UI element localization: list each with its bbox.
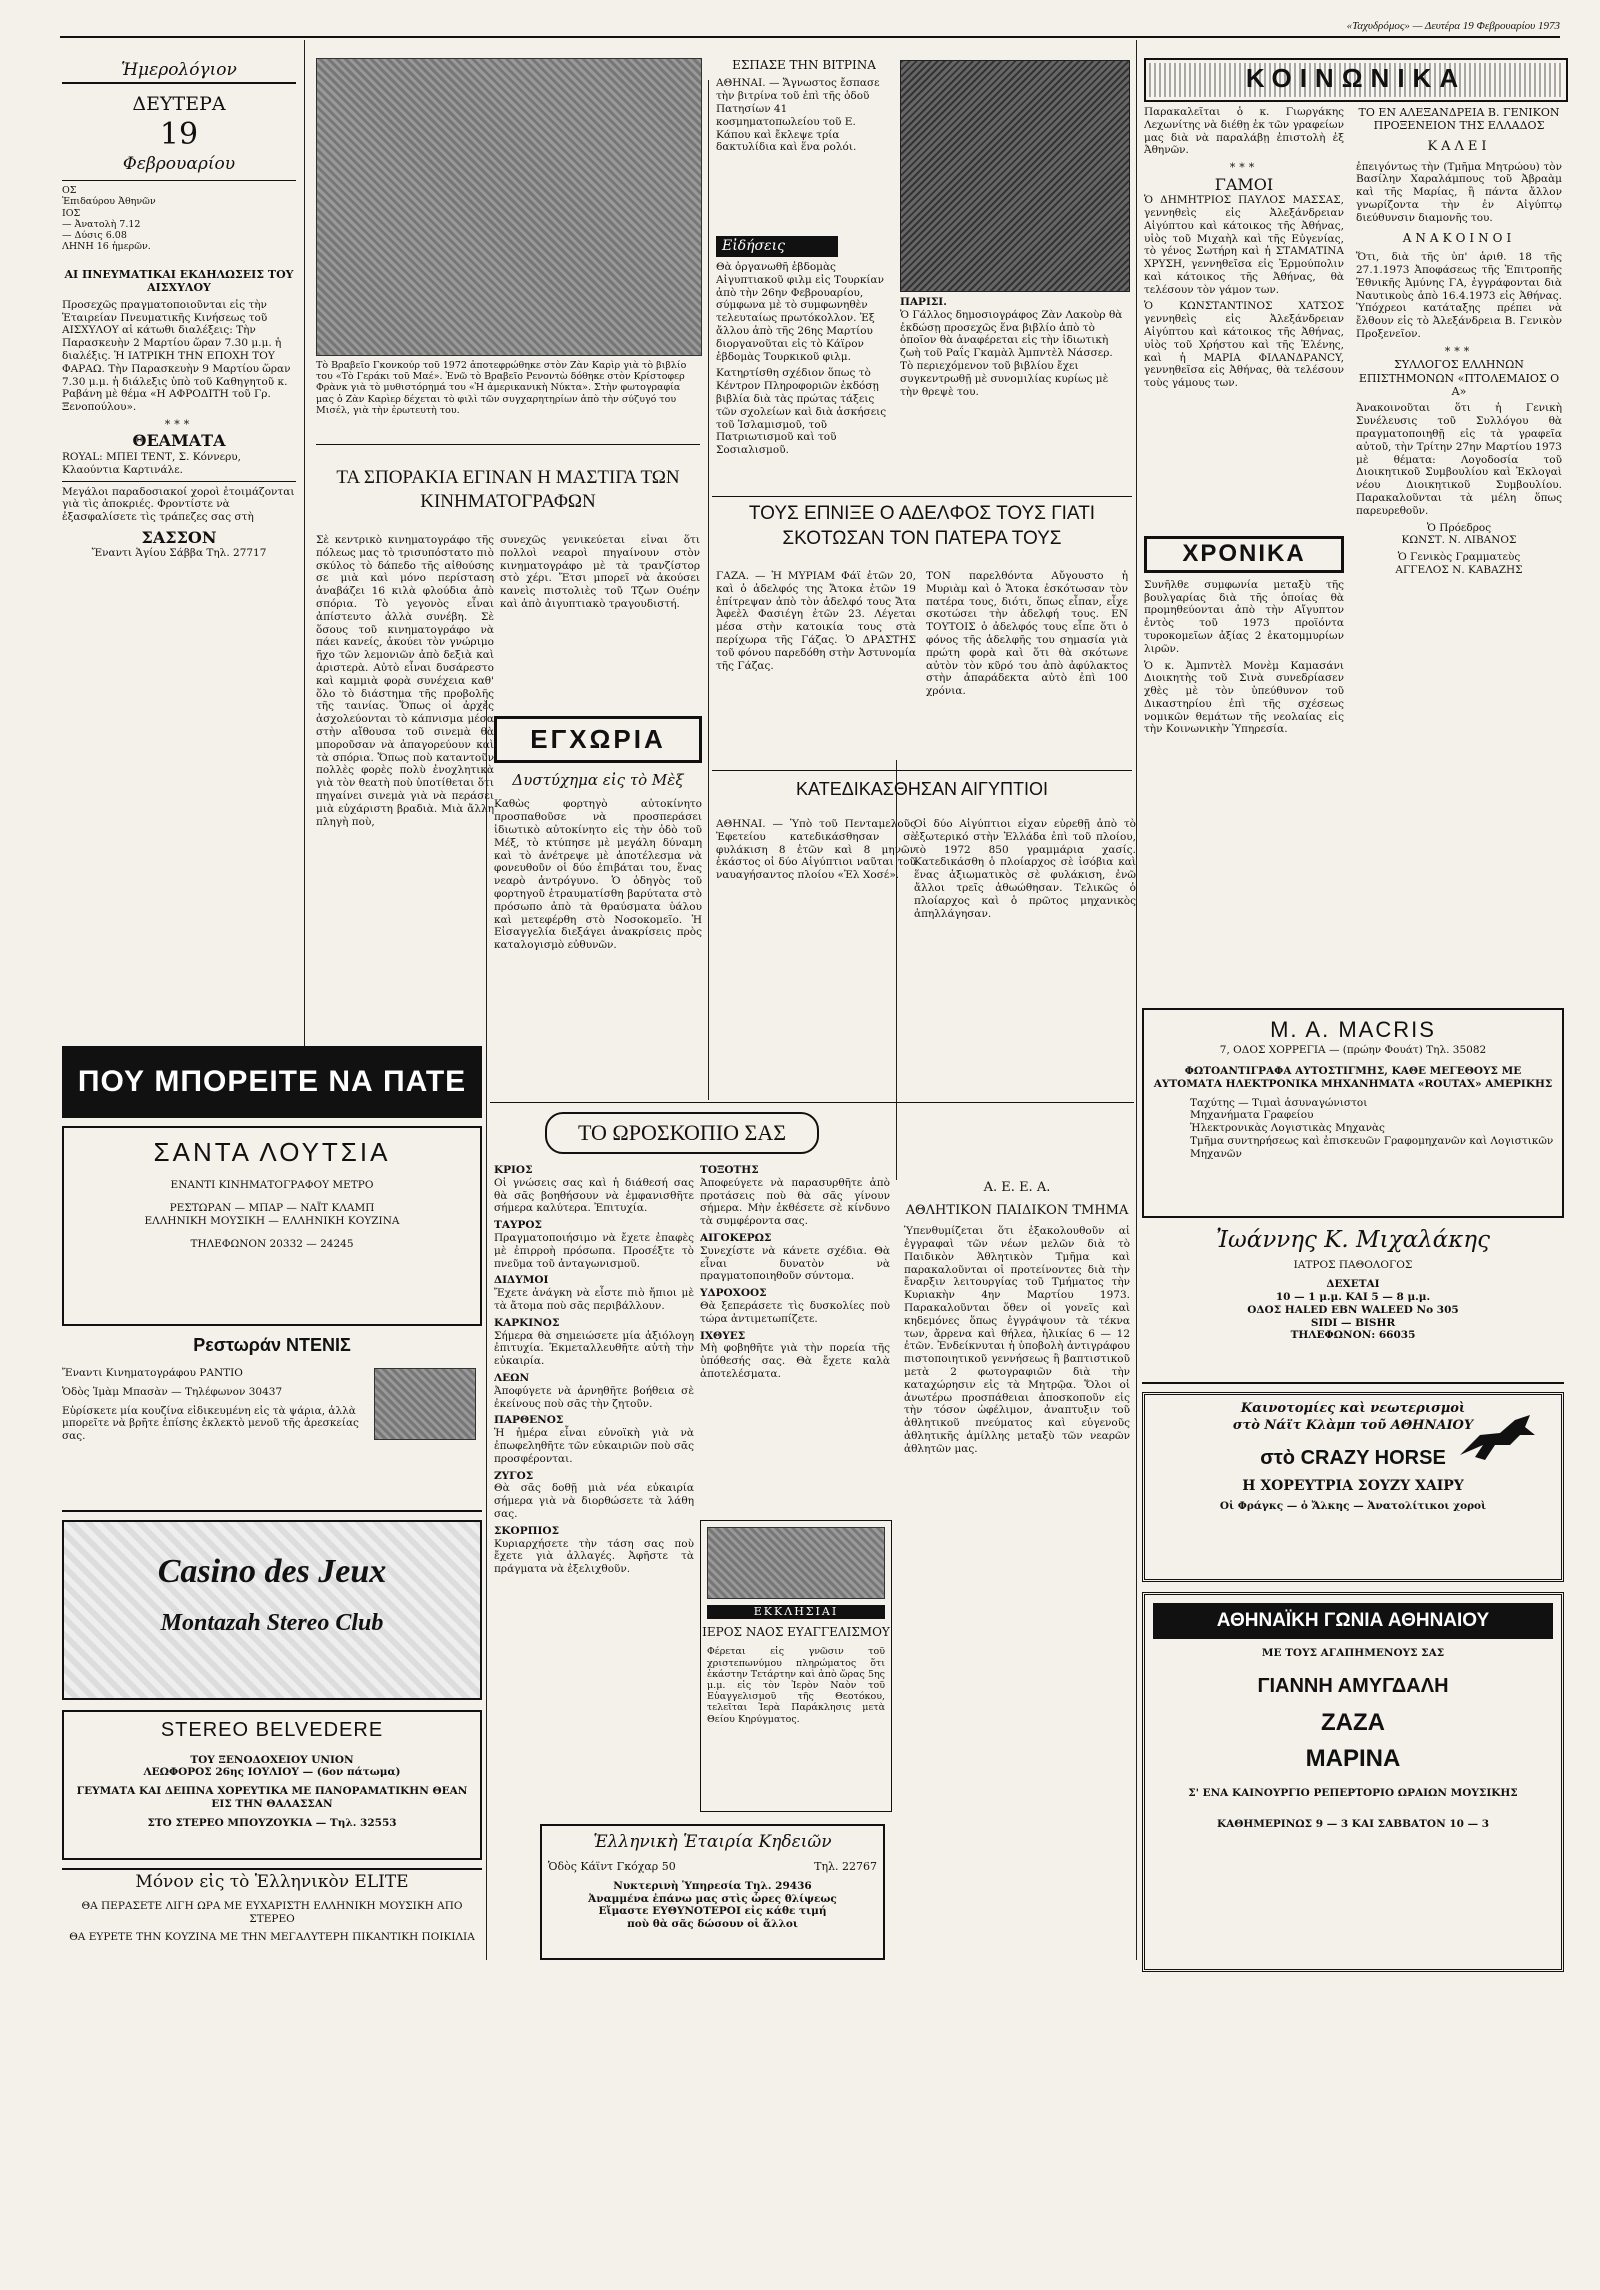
- doctor-line: ΤΗΛΕΦΩΝΟΝ: 66035: [1290, 1329, 1416, 1342]
- katadikasthisan-title: ΚΑΤΕΔΙΚΑΣΘΗΣΑΝ ΑΙΓΥΠΤΙΟΙ: [796, 779, 1048, 799]
- theatre-body: ROYAL: ΜΠΕΙ ΤΕΝΤ, Σ. Κόννερυ, Κλαούντια Καρτινάλε.: [62, 450, 242, 476]
- doctor-title: ΙΑΤΡΟΣ ΠΑΘΟΛΟΓΟΣ: [1293, 1259, 1413, 1272]
- doctor-line: SIDI — BISHR: [1310, 1316, 1396, 1329]
- signature-name: ΚΩΝΣΤ. Ν. ΛΙΒΑΝΟΣ: [1401, 534, 1517, 547]
- belvedere-line: ΤΟΥ ΞΕΝΟΔΟΧΕΙΟΥ UNION: [190, 1753, 354, 1766]
- aeea-body: Ὑπενθυμίζεται ὅτι ἐξακολουθοῦν αἱ ἐγγραφαὶ τῶν νέων μελῶν διὰ τὸ Παιδικὸν Ἀθλητικὸν Τμῆμα καὶ παρακαλοῦνται οἱ προτείνοντες διὰ τὴν ἔναρξιν λειτουργίας τοῦ Τμήματος τὴν Κυριακὴν 4ην Μαρτίου 1973. Παρακαλοῦνται ὅθεν οἱ γονεῖς καὶ κηδεμόνες ὅπως ἐγγράψουν τὰ τέκνα των, ἄρρενα καὶ θήλεα, ἡλικίας 6 — 12 ἐτῶν. Ἐνδείκνυται ἡ ὑποβολὴ ἀντιγράφου πιστοποιητικοῦ γεννήσεως ἢ βαπτιστικοῦ μετὰ 2 φωτογραφιῶν διὰ τὴν καταχώρησιν εἰς τὰ Μητρῷα. Ὅλοι οἱ ἀνωτέρω προσπάθειαι ἀποσκοποῦν εἰς τὴν τόσον ὠφέλιμον, ἀναπτυξιν τοῦ ἀθλητικοῦ πνεύματος καὶ εὐγενοῦς ἀθλητικῆς ἁμίλλης μεταξὺ τῶν νεαρῶν ἀθλητῶν μας.: [904, 1225, 1130, 1455]
- espase-section: [716, 58, 892, 228]
- church-box: [700, 1520, 892, 1812]
- column-rule: [304, 40, 305, 1060]
- calendar-month: Φεβρουαρίου: [62, 154, 296, 181]
- horoscope-title: ΤΟ ΩΡΟΣΚΟΠΙΟ ΣΑΣ: [545, 1112, 819, 1154]
- athinaiki-line: ΜΕ ΤΟΥΣ ΑΓΑΠΗΜΕΝΟΥΣ ΣΑΣ: [1261, 1647, 1445, 1660]
- koinonika-title: ΚΟΙΝΩΝΙΚΑ: [1245, 63, 1467, 93]
- funeral-ad: [540, 1824, 885, 1960]
- kalei-title: ΚΑΛΕΙ: [1427, 138, 1491, 154]
- belvedere-line: ΓΕΥΜΑΤΑ ΚΑΙ ΔΕΙΠΝΑ ΧΟΡΕΥΤΙΚΑ ΜΕ ΠΑΝΟΡΑΜΑΤΙΚΗΝ ΘΕΑΝ ΕΙΣ ΤΗΝ ΘΑΛΑΣΣΑΝ: [76, 1785, 468, 1810]
- zodiac-text: Ἡ ἡμέρα εἶναι εὐνοϊκὴ γιὰ νὰ ἐπωφεληθῆτε τῶν εὐκαιριῶν ποὺ σᾶς προσφέρονται.: [494, 1427, 694, 1465]
- pou-banner: ΠΟΥ ΜΠΟΡΕΙΤΕ ΝΑ ΠΑΤΕ: [62, 1046, 482, 1118]
- xronika-item: Ὁ κ. Ἀμπντὲλ Μονὲμ Καμασάνι Διοικητὴς τοῦ Σινὰ συνεδρίασεν χθὲς μὲ τὸν ὑπεύθυνον τοῦ Δικαστηρίου ἐπὶ τῆς σχέσεως νομικῶν θεμάτων τῆς νεολαίας εἰς τὴν Κοινωνικὴν Ὑπηρεσία.: [1144, 659, 1344, 736]
- kalei-body: ἐπειγόντως τὴν (Τμῆμα Μητρώου) τὸν Βασίλην Χαραλάμπους τοῦ Ἀβραὰμ καὶ τῆς Μαρίας, ἢ πάντα ἄλλον γνωρίζοντα τὴν ἐν Αἰγύπτῳ διεύθυνσιν διαμονῆς του.: [1356, 160, 1562, 224]
- epnixe-col1: ΓΑΖΑ. — Ἡ ΜΥΡΙΑΜ Φάϊ ἐτῶν 20, καὶ ὁ ἀδελφός της Ἄτοκα ἐτῶν 19 ἐπίτρεψαν ἀπὸ τὸν ἀδελφό τους Ἄτα Ἀφεὲλ Φασιέγη ἐτῶν 23. Λέγεται μέσα στὴν κατοικία τους στὰ περίχωρα τῆς Γάζας. Ὁ ΔΡΑΣΤΗΣ τοῦ φόνου παρεδόθη στὴν Ἀστυνομία τῆς Γάζας.: [716, 570, 916, 672]
- athinaiki-line: Σ' ΕΝΑ ΚΑΙΝΟΥΡΓΙΟ ΡΕΠΕΡΤΟΡΙΟ ΩΡΑΙΩΝ ΜΟΥΣΙΚΗΣ: [1188, 1787, 1518, 1800]
- horse-icon: [1455, 1405, 1545, 1465]
- belvedere-ad: [62, 1710, 482, 1860]
- funeral-line: Ἀναμμένα ἐπάνω μας στὶς ὧρες θλίψεως: [588, 1892, 837, 1905]
- macris-address: 7, ΟΔΟΣ ΧΟΡΡΕΓΙΑ — (πρώην Φουάτ) Τηλ. 35082: [1219, 1044, 1487, 1057]
- sporakia-col2: συνεχῶς γενικεύεται εἶναι ὅτι πολλοὶ νεαροὶ πηγαίνουν στὸν κινηματογράφο μὲ τὰ τρανζίστορ στὸ χέρι. Ἔτσι μπορεῖ νὰ ἀκούσει κανεὶς πιστολιὲς τοῦ Τζων Ουέην καὶ ἀπὸ ἀιγυπτιακὸ τραγουδιστή.: [500, 534, 700, 610]
- zodiac-text: Ἀποφεύγετε νὰ παρασυρθῆτε ἀπὸ προτάσεις ποὺ θὰ σᾶς γίνουν σήμερα. Μὴν ἐκθέσετε σὲ κίνδυνο τὰ συμφέροντα σας.: [700, 1176, 890, 1228]
- koinonika-banner: [1144, 58, 1568, 102]
- athinaiki-title: ΑΘΗΝΑΪΚΗ ΓΩΝΙΑ ΑΘΗΝΑΙΟΥ: [1153, 1603, 1553, 1639]
- espase-body: ΑΘΗΝΑΙ. — Ἄγνωστος ἔσπασε τὴν βιτρίνα τοῦ ἐπὶ τῆς ὁδοῦ Πατησίων 41 κοσμηματοπωλείου τοῦ Ε. Κάπου καὶ ἔκλεψε τρία δακτυλίδια καὶ ἕνα ρολόι.: [716, 77, 880, 154]
- zodiac-sign: ΙΧΘΥΕΣ: [700, 1329, 746, 1342]
- left-column: [62, 268, 296, 768]
- zodiac-text: Θὰ ξεπεράσετε τὶς δυσκολίες ποὺ τώρα ἀντιμετωπίζετε.: [700, 1299, 890, 1325]
- santa-line: ΕΛΛΗΝΙΚΗ ΜΟΥΣΙΚΗ — ΕΛΛΗΝΙΚΗ ΚΟΥΖΙΝΑ: [144, 1214, 400, 1227]
- athinaiki-ad: [1142, 1592, 1564, 1972]
- nteni-line: Ἔναντι Κινηματογράφου ΡΑΝΤΙΟ: [62, 1367, 243, 1380]
- zodiac-sign: ΥΔΡΟΧΟΟΣ: [700, 1287, 767, 1300]
- sasson-title: ΣΑΣΣΟΝ: [141, 527, 217, 547]
- koinonika-intro: Παρακαλεῖται ὁ κ. Γιωργάκης Λεχωνίτης νὰ διέθῃ ἐκ τῶν γραφείων μας διὰ νὰ παραλάβῃ ἐπιστολὴ ἐξ Ἀθηνῶν.: [1144, 106, 1344, 157]
- anakoinoi-body: Ὅτι, διὰ τῆς ὑπ' ἀριθ. 18 τῆς 27.1.1973 Ἀποφάσεως τῆς Ἐπιτροπῆς Ἐθνικῆς Ἀμύνης ΓΑ, ἐγγράφονται διὰ Ναυτικοὺς ἀπὸ 16.4.1973 εἰς Ἀθήνας. Ὑπόχρεοι κατάταξης πρέπει νὰ ἔλθουν εἰς τὸ Ἀλεξάνδρεια Β. Γενικὸν Προξενεῖον.: [1356, 251, 1562, 341]
- parisi-section: [900, 296, 1128, 476]
- funeral-line: Νυκτερινὴ Ὑπηρεσία Τηλ. 29436: [613, 1879, 812, 1892]
- zodiac-text: Κυριαρχήσετε τὴν τάση σας ποὺ ἔχετε γιὰ ἀλλαγές. Ἀφῆστε τὰ πράγματα νὰ ἐξελιχθοῦν.: [494, 1537, 694, 1576]
- zodiac-text: Μὴ φοβηθῆτε γιὰ τὴν πορεία τῆς ὑπόθεσής σας. Θὰ ἔχετε καλὰ ἀποτελέσματα.: [700, 1342, 890, 1380]
- funeral-address: Ὁδὸς Κάϊντ Γκόχαρ 50: [548, 1859, 676, 1873]
- syllogos-title: ΣΥΛΛΟΓΟΣ ΕΛΛΗΝΩΝ ΕΠΙΣΤΗΜΟΝΩΝ «ΠΤΟΛΕΜΑΙΟΣ Ο Α»: [1358, 358, 1560, 399]
- zodiac-sign: ΠΑΡΘΕΝΟΣ: [494, 1414, 564, 1427]
- zodiac-text: Πραγματοποιήσιμο νὰ ἔχετε ἐπαφὲς μὲ ἐπιρροὴ πρόσωπα. Προσέξτε τὸ πνεῦμα τοῦ ἀνταγωνισμοῦ.: [494, 1231, 694, 1270]
- epnixe-title: ΤΟΥΣ ΕΠΝΙΞΕ Ο ΑΔΕΛΦΟΣ ΤΟΥΣ ΓΙΑΤΙ ΣΚΟΤΩΣΑΝ ΤΟΝ ΠΑΤΕΡΑ ΤΟΥΣ: [748, 503, 1096, 549]
- church-title: ΙΕΡΟΣ ΝΑΟΣ ΕΥΑΓΓΕΛΙΣΜΟΥ: [702, 1625, 890, 1640]
- crazy-line: Η ΧΟΡΕΥΤΡΙΑ ΣΟΥΖΥ ΧΑΙΡΥ: [1242, 1477, 1464, 1494]
- syllogos-body: Ἀνακοινοῦται ὅτι ἡ Γενικὴ Συνέλευσις τοῦ Συλλόγου θὰ πραγματοποιηθῇ εἰς τὰ γραφεῖα αὐτοῦ, τὴν Τρίτην 27ην Μαρτίου 1973 μὲ θέματα: Λογοδοσία τοῦ Διοικητικοῦ Συμβουλίου καὶ Ἐκλογαὶ νέου Διοικητικοῦ Συμβουλίου. Παρακαλοῦνται τὰ μέλη ὅπως παρευρεθοῦν.: [1356, 402, 1562, 517]
- zodiac-text: Οἱ γνώσεις σας καὶ ἡ διάθεσή σας θὰ σᾶς βοηθήσουν νὰ ἐμφανισθῆτε σήμερα καλύτερα. Ἐπιτυχία.: [494, 1176, 694, 1215]
- calendar-line: ΛΗΝΗ 16 ἡμερῶν.: [62, 241, 151, 253]
- zodiac-text: Σήμερα θὰ σημειώσετε μία ἀξιόλογη ἐπιτυχία. Ἐκμεταλλευθῆτε αὐτὴ τὴν εὐκαιρία.: [494, 1329, 694, 1368]
- calendar-line: — Δύσις 6.08: [62, 230, 127, 242]
- sasson-address: Ἔναντι Ἁγίου Σάββα Τηλ. 27717: [91, 547, 267, 560]
- portrait-photo: [900, 60, 1130, 292]
- egxoria-title: ΕΓΧΩΡΙΑ: [494, 716, 702, 763]
- gamoi-item: Ὁ ΚΩΝΣΤΑΝΤΙΝΟΣ ΧΑΤΣΟΣ γεννηθεὶς εἰς Ἀλεξάνδρειαν Αἰγύπτου καὶ κάτοικος τῆς Ἀθήνας, υἱὸς τοῦ Χρήστου καὶ τῆς Ἑλένης, καὶ ἡ ΜΑΡΙΑ ΦΙΛΑΝΔΡΑΝCY, γεννηθεῖσα εἰς Ἀθήνας, θὰ τελέσουν τοὺς γάμους των.: [1144, 300, 1344, 390]
- crazy-horse-ad: [1142, 1392, 1564, 1582]
- zodiac-text: Θὰ σᾶς δοθῇ μιὰ νέα εὐκαιρία σήμερα γιὰ νὰ διορθώσετε τὰ λάθη σας.: [494, 1482, 694, 1520]
- parisi-city: ΠΑΡΙΣΙ.: [900, 296, 947, 308]
- katadikasthisan-col2: Οἱ δύο Αἰγύπτιοι εἶχαν εὑρεθῇ ἀπὸ τὸ ἐξωτερικό στὴν Ἑλλάδα ἐπὶ τοῦ πλοίου, τὸ 1972 850 γραμμάρια χασίς. Κατεδικάσθη ὁ πλοίαρχος σὲ ἰσόβια καὶ ἕνας ἀξιωματικὸς σὲ φυλάκιση, ἐνῶ ἄλλοι τρεῖς ἀθωώθησαν. Τελικῶς ὁ πλοίαρχος καὶ ὁ πρῶτος μηχανικὸς ἀπηλλάγησαν.: [914, 818, 1136, 920]
- zodiac-sign: ΚΡΙΟΣ: [494, 1164, 533, 1176]
- photo-caption: Τὸ Βραβεῖο Γκονκούρ τοῦ 1972 ἀποτεφρώθηκε στὸν Ζὰν Καρὶρ γιὰ τὸ βιβλίο του «Τὸ Γεράκι τοῦ Μαέ». Ἐνῶ τὸ Βραβεῖο Ρενοντὼ δόθηκε στὸν Κρίστοφερ Φρὰνκ γιὰ τὸ μυθιστόρημά του «Ἡ ἀμερικανικὴ Νύκτα». Στὴν φωτογραφία μας ὁ Ζὰν Καρὶερ δέχεται τὸ φιλὶ τῶν συγχαρητηρίων ἀπὸ τὴν σύζυγό του Μισέλ, γιὰ τὴν ἐρωτευτὴ του.: [316, 360, 687, 416]
- crazy-line: Καινοτομίες καὶ νεωτερισμοὶ: [1240, 1401, 1466, 1416]
- funeral-phone: Τηλ. 22767: [814, 1859, 877, 1873]
- nteni-line: Εὑρίσκετε μία κουζίνα εἰδικευμένη εἰς τὰ ψάρια, ἀλλὰ μπορεῖτε νὰ βρῆτε ἐπίσης ἐκλεκτὸ μενοῦ τῆς ἀρεσκείας σας.: [62, 1404, 359, 1443]
- crazy-title: στὸ CRAZY HORSE: [1260, 1447, 1446, 1470]
- espase-title: ΕΣΠΑΣΕ ΤΗΝ ΒΙΤΡΙΝΑ: [732, 58, 876, 72]
- santa-title: ΣΑΝΤΑ ΛΟΥΤΣΙΑ: [153, 1137, 391, 1167]
- funeral-line: Εἴμαστε ΕΥΘΥΝΟΤΕΡΟΙ εἰς κάθε τιμή: [598, 1905, 827, 1918]
- aischylou-heading: ΑΙ ΠΝΕΥΜΑΤΙΚΑΙ ΕΚΔΗΛΩΣΕΙΣ ΤΟΥ ΑΙΣΧΥΛΟΥ: [64, 268, 294, 295]
- nteni-title: Ρεστωράν ΝΤΕΝΙΣ: [193, 1335, 351, 1355]
- doctor-line: ΔΕΧΕΤΑΙ: [1326, 1278, 1380, 1291]
- athinaiki-line: ΚΑΘΗΜΕΡΙΝΩΣ 9 — 3 ΚΑΙ ΣΑΒΒΑΤΟΝ 10 — 3: [1216, 1817, 1490, 1830]
- calendar-box: [62, 60, 296, 260]
- macris-line: ΦΩΤΟΑΝΤΙΓΡΑΦΑ ΑΥΤΟΣΤΙΓΜΗΣ, ΚΑΘΕ ΜΕΓΕΘΟΥΣ ΜΕ ΑΥΤΟΜΑΤΑ ΗΛΕΚΤΡΟΝΙΚΑ ΜΗΧΑΝΗΜΑΤΑ «ROUTAX» ΑΜΕΡΙΚΗΣ: [1153, 1064, 1553, 1090]
- doctor-ad: [1142, 1226, 1564, 1384]
- anakoinoi-title: ΑΝΑΚΟΙΝΟΙ: [1402, 230, 1516, 245]
- sporakia-title: ΤΑ ΣΠΟΡΑΚΙΑ ΕΓΙΝΑΝ Η ΜΑΣΤΙΓΑ ΤΩΝ ΚΙΝΗΜΑΤΟΓΡΑΦΩΝ: [336, 467, 680, 512]
- sporakia-col1: Σὲ κεντρικὸ κινηματογράφο τῆς πόλεως μας τὸ τρισυπόστατο πιὸ σκύλος τὸ δάπεδο τῆς αἰθούσης σε μιὰ καὶ μόνο περίσταση ἀναβάζει 16 κιλὰ φλούδια ἀπὸ σπόρια. Τὸ γεγονὸς εἶναι ἀπίστευτο ἀλλὰ συνέβη. Σὲ ὅσους τοῦ κινηματογράφο νὰ πάει κανείς, ἀκούει τὸν γνώριμο ῆχο τῶν λεμονιῶν ἀπὸ δεξιὰ καὶ ἀριστερὰ. Αὐτὸ εἶναι δυσάρεστο καὶ καμμιὰ φορὰ συνέχεια καθ' ὅλο τὸ διάστημα τῆς προβολῆς τῆς ταινίας. Ὅπως οἱ ἀρχὲς ἀσχολεύονται τὸ κάπνισμα μέσα στὴν αἴθουσα τοῦ σινεμὰ θὰ μποροῦσαν νὰ ἀπαγορεύουν καὶ τὰ σπόρια. Ὅπως ποὺ καταντοῦν πολλὲς φορὲς πολὺ ἐνοχλητικὰ γιὰ τὸν θεατὴ ποὺ ὑποτίθεται ὅτι πηγαίνει σινεμὰ γιὰ νὰ περάσει μιὰ εὐχάριστη βραδιὰ. Μιὰ ἄλλη πληγὴ ποὺ,: [316, 534, 494, 828]
- doctor-line: ΟΔΟΣ HALED EBN WALEED No 305: [1247, 1303, 1459, 1316]
- zodiac-text: Ἔχετε ἀνάγκη νὰ εἶστε πιὸ ἤπιοι μὲ τὰ ἄτομα ποὺ σᾶς περιβάλλουν.: [494, 1287, 694, 1312]
- aeea-subtitle: ΑΘΛΗΤΙΚΟΝ ΠΑΙΔΙΚΟΝ ΤΜΗΜΑ: [905, 1202, 1129, 1218]
- horoscope-col1: [494, 1160, 694, 1920]
- epnixe-col2: ΤΟΝ παρελθόντα Αὔγουστο ἡ Μυριὰμ καὶ ὁ Ἄτοκα ἐσκότωσαν τὸν πατέρα τους, διότι, ὅπως εἶπαν, εἶχε σκοτώσει τὴν ἀδελφή τους. ΕΝ ΤΟΥΤΟΙΣ ὁ ἀδελφός τους εἶπε ὅτι ὁ φόνος τῆς ἀδελφῆς του σημασία γιὰ πρώτη φορὰ καὶ ὅτι θὰ σκότωνε αὐτὸν τὸν κῦρό του ἀπὸ ἀφύλακτος στὴν ἀπαράδεκτα αὐτὸ ἐπὶ 100 χρόνια.: [926, 570, 1128, 698]
- crazy-line: στὸ Νάϊτ Κλὰμπ τοῦ ΑΘΗΝΑΙΟΥ: [1232, 1417, 1474, 1433]
- elite-ad: [62, 1868, 482, 1970]
- belvedere-line: ΣΤΟ ΣΤΕΡΕΟ ΜΠΟΥΖΟΥΚΙΑ — Τηλ. 32553: [147, 1816, 397, 1829]
- zodiac-sign: ΑΙΓΟΚΕΡΩΣ: [700, 1231, 772, 1244]
- belvedere-line: ΛΕΩΦΟΡΟΣ 26ης ΙΟΥΛΙΟΥ — (6ον πάτωμα): [143, 1766, 401, 1779]
- signature-role: Ὁ Γενικὸς Γραμματεὺς: [1397, 551, 1521, 564]
- egxoria-body: Καθὼς φορτηγὸ αὐτοκίνητο προσπαθοῦσε νὰ προσπεράσει ἰδιωτικὸ αὐτοκίνητο εἰς τὴν ὁδὸ τοῦ Μέξ, τὸ κτύπησε μὲ μεγάλη δύναμη καὶ τὸ ἀνέτρεψε μὲ ἀποτέλεσμα νὰ φονευθοῦν οἱ δύο ἐπιβάται του, ἕνας νεαρὸ ἀντρόγυνο. Ὁ ὁδηγὸς τοῦ φορτηγοῦ ἐτραυματίσθη βαρύτατα στὸ πρόσωπο ἀπὸ τὰ θραύσματα ὑάλου καὶ μετεφέρθη στὸ Νοσοκομεῖο. Ἡ Εἰσαγγελία διεξάγει ἀνακρίσεις πρὸς καταλογισμὸ εὐθυνῶν.: [494, 798, 702, 952]
- consulate-heading: ΤΟ ΕΝ ΑΛΕΞΑΝΔΡΕΙΑ Β. ΓΕΝΙΚΟΝ ΠΡΟΞΕΝΕΙΟΝ ΤΗΣ ΕΛΛΑΔΟΣ: [1358, 106, 1560, 133]
- zodiac-sign: ΤΑΥΡΟΣ: [494, 1219, 542, 1232]
- theatre-title: ΘΕΑΜΑΤΑ: [132, 431, 226, 451]
- casino-subtitle: Montazah Stereo Club: [160, 1609, 384, 1636]
- funeral-line: ποὺ θὰ σᾶς δώσουν οἱ ἄλλοι: [627, 1918, 798, 1931]
- parisi-body: Ὁ Γάλλος δημοσιογράφος Ζὰν Λακοὺρ θὰ ἐκδώσῃ προσεχῶς ἕνα βιβλίο ἀπὸ τὸ ὁποῖον θὰ ἀναφέρεται εἰς τὴν ἰδιωτικὴ ζωὴ τοῦ Ραΐς Γκαμὰλ Ἀμπντὲλ Νάσσερ. Τὸ περιεχόμενον τοῦ βιβλίου ἔχει συγκεντρωθῇ μὲ συνομιλίας κυρίως μὲ τὴν θρεψὲ του.: [900, 308, 1123, 398]
- belvedere-title: STEREO BELVEDERE: [160, 1719, 384, 1741]
- egxoria-subtitle: Δυστύχημα εἰς τὸ Μὲξ: [512, 771, 684, 790]
- macris-ad: [1142, 1008, 1564, 1218]
- nteni-ad: [62, 1334, 482, 1512]
- casino-title: Casino des Jeux: [157, 1553, 387, 1590]
- calendar-line: Ἐπιδαύρου Ἀθηνῶν: [62, 196, 156, 208]
- katadikasthisan-col1: ΑΘΗΝΑΙ. — Ὑπὸ τοῦ Πενταμελοῦς Ἐφετείου κατεδικάσθησαν σὲ φυλάκιση 8 ἐτῶν καὶ 8 μηνῶν ἑκάστος οἱ δύο Αἰγύπτιοι ναῦται τοῦ ναυαγήσαντος πλοίου «Ἐλ Χοσέ».: [716, 818, 916, 882]
- divider: [316, 444, 700, 445]
- macris-item: Ἠλεκτρονικὰς Λογιστικὰς Μηχανὰς: [1190, 1122, 1385, 1135]
- macris-title: M. A. MACRIS: [1270, 1017, 1436, 1042]
- church-image: [707, 1527, 885, 1599]
- calendar-title: Ἡμερολόγιον: [62, 60, 296, 84]
- athinaiki-artist: ΓΙΑΝΝΗ ΑΜΥΓΔΑΛΗ: [1257, 1675, 1449, 1698]
- elite-line: ΘΑ ΠΕΡΑΣΕΤΕ ΛΙΓΗ ΩΡΑ ΜΕ ΕΥΧΑΡΙΣΤΗ ΕΛΛΗΝΙΚΗ ΜΟΥΣΙΚΗ ΑΠΟ ΣΤΕΡΕΟ: [81, 1899, 463, 1925]
- doctor-name: Ἰωάννης Κ. Μιχαλάκης: [1216, 1227, 1490, 1253]
- zodiac-text: Ἀποφύγετε νὰ ἀρνηθῆτε βοήθεια σὲ ἐκείνους ποὺ σᾶς τὴν ζητοῦν.: [494, 1384, 694, 1410]
- signature-name: ΑΓΓΕΛΟΣ Ν. ΚΑΒΑΖΗΣ: [1395, 564, 1523, 577]
- nteni-drawing: [374, 1368, 476, 1440]
- separator-stars: ***: [164, 417, 194, 431]
- funeral-title: Ἑλληνικὴ Ἑταιρία Κηδειῶν: [593, 1832, 832, 1852]
- doctor-line: 10 — 1 μ.μ. ΚΑΙ 5 — 8 μ.μ.: [1275, 1291, 1431, 1304]
- calendar-weekday: ΔΕΥΤΕΡΑ: [132, 92, 226, 115]
- horoscope-col2: [700, 1160, 890, 1500]
- casino-ad: [62, 1520, 482, 1700]
- gamoi-item: Ὁ ΔΗΜΗΤΡΙΟΣ ΠΑΥΛΟΣ ΜΑΣΣΑΣ, γεννηθεὶς εἰς Ἀλεξάνδρειαν Αἰγύπτου καὶ κάτοικος τῆς Ἀθήνας, υἱὸς τοῦ Μιχαὴλ καὶ τῆς Εὐγενίας, τὸ γένος Σωτήρη καὶ ἡ ΣΤΑΜΑΤΙΝΑ ΧΡΥΣΗ, γεννηθεῖσα εἰς Ἑρμούπολιν καὶ κάτοικος τῆς Ἀθήνας, θὰ τελέσουν τὸν γάμον των.: [1144, 194, 1344, 296]
- athinaiki-artist: ΜΑΡΙΝΑ: [1305, 1745, 1401, 1773]
- zodiac-text: Συνεχίστε νὰ κάνετε σχέδια. Θὰ εἶναι δυνατὸν νὰ πραγματοποιηθοῦν σύντομα.: [700, 1244, 890, 1283]
- nteni-line: Ὁδὸς Ἰμὰμ Μπασὰν — Τηλέφωνον 30437: [62, 1385, 283, 1398]
- crazy-line: Οἱ Φράγκς — ὁ Ἄλκης — Ἀνατολίτικοι χοροὶ: [1219, 1499, 1487, 1512]
- eidiseis-item: Θὰ ὀργανωθῆ ἑβδομὰς Αἰγυπτιακοῦ φιλμ εἰς Τουρκίαν ἀπὸ τὴν 26ην Φεβρουαρίου, σύμφωνα μὲ τὸ συμφωνηθὲν τελευταίως πρωτόκολλον. Ἐξ ἄλλου ἀπὸ τῆς 26ης Μαρτίου διοργανοῦται εἰς τὸ Κάϊρον ἑβδομὰς Τουρκικοῦ φιλμ.: [716, 261, 884, 363]
- dance-body: Μεγάλοι παραδοσιακοί χοροὶ ἑτοιμάζονται γιὰ τὶς ἀποκριές. Φροντίστε νὰ ἐξασφαλίσετε τὶς τράπεζες σας στὴ: [62, 485, 295, 524]
- column-rule: [708, 80, 709, 1100]
- calendar-line: — Ἀνατολὴ 7.12: [62, 218, 141, 230]
- eidiseis-section: [716, 236, 892, 536]
- zodiac-sign: ΤΟΞΟΤΗΣ: [700, 1164, 759, 1176]
- church-label: ΕΚΚΛΗΣΙΑΙ: [707, 1605, 885, 1619]
- signature-role: Ὁ Πρόεδρος: [1426, 521, 1492, 534]
- egxoria-section: [494, 716, 702, 1096]
- santa-lucia-ad: [62, 1126, 482, 1326]
- zodiac-sign: ΔΙΔΥΜΟΙ: [494, 1274, 549, 1287]
- macris-item: Μηχανήματα Γραφείου: [1190, 1109, 1314, 1122]
- elite-line: ΘΑ ΕΥΡΕΤΕ ΤΗΝ ΚΟΥΖΙΝΑ ΜΕ ΤΗΝ ΜΕΓΑΛΥΤΕΡΗ ΠΙΚΑΝΤΙΚΗ ΠΟΙΚΙΛΙΑ: [69, 1931, 475, 1944]
- zodiac-sign: ΚΑΡΚΙΝΟΣ: [494, 1316, 560, 1329]
- gamoi-title: ΓΑΜΟΙ: [1214, 174, 1274, 194]
- news-photo: [316, 58, 702, 356]
- athinaiki-artist: ΖΑΖΑ: [1321, 1708, 1385, 1736]
- santa-line: ΡΕΣΤΩΡΑΝ — ΜΠΑΡ — ΝΑΪΤ ΚΛΑΜΠ: [169, 1202, 375, 1215]
- column-rule: [1136, 40, 1137, 1960]
- zodiac-sign: ΖΥΓΟΣ: [494, 1469, 534, 1482]
- eidiseis-title: Εἰδήσεις: [716, 236, 838, 257]
- consulate-col: ΤΟ ΕΝ ΑΛΕΞΑΝΔΡΕΙΑ Β. ΓΕΝΙΚΟΝ ΠΡΟΞΕΝΕΙΟΝ ΤΗΣ ΕΛΛΑΔΟΣ ΚΑΛΕΙ ἐπειγόντως τὴν (Τμῆμα Μητρώου) τὸν Βασίλην Χαραλάμπους τοῦ Ἀβραὰμ καὶ τῆς Μαρίας, ἢ πάντα ἄλλον γνωρίζοντα τὴν ἐν Αἰγύπτῳ διεύθυνσιν διαμονῆς του. ΑΝΑΚΟΙΝΟΙ Ὅτι, διὰ τῆς ὑπ' ἀριθ. 18 τῆς 27.1.1973 Ἀποφάσεως τῆς Ἐπιτροπῆς Ἐθνικῆς Ἀμύνης ΓΑ, ἐγγράφονται διὰ Ναυτικοὺς ἀπὸ 16.4.1973 εἰς Ἀθήνας. Ὑπόχρεοι κατάταξης πρέπει νὰ ἔλθουν εἰς τὸ Ἀλεξάνδρεια Β. Γενικὸν Προξενεῖον. *** ΣΥΛΛΟΓΟΣ ΕΛΛΗΝΩΝ ΕΠΙΣΤΗΜΟΝΩΝ «ΠΤΟΛΕΜΑΙΟΣ Ο Α» Ἀνακοινοῦται ὅτι ἡ Γενικὴ Συνέλευσις τοῦ Συλλόγου θὰ πραγματοποιηθῇ εἰς τὰ γραφεῖα αὐτοῦ, τὴν Τρίτην 27ην Μαρτίου 1973 μὲ θέματα: Λογοδοσία τοῦ Διοικητικοῦ Συμβουλίου καὶ Ἐκλογαὶ νέου Διοικητικοῦ Συμβουλίου. Παρακαλοῦνται τὰ μέλη ὅπως παρευρεθοῦν. Ὁ Πρόεδρος ΚΩΝΣΤ. Ν. ΛΙΒΑΝΟΣ Ὁ Γενικὸς Γραμματεὺς ΑΓΓΕΛΟΣ Ν. ΚΑΒΑΖΗΣ: [1356, 106, 1562, 577]
- zodiac-sign: ΛΕΩΝ: [494, 1371, 530, 1384]
- macris-item: Ταχύτης — Τιμαὶ ἀσυναγώνιστοι: [1190, 1096, 1368, 1109]
- macris-item: Τμῆμα συντηρήσεως καὶ ἐπισκευῶν Γραφομηχανῶν καὶ Λογιστικῶν Μηχανῶν: [1190, 1134, 1554, 1160]
- page-header: «Ταχυδρόμος» — Δευτέρα 19 Φεβρουαρίου 1973: [60, 20, 1560, 38]
- xronika-item: Συνῆλθε συμφωνία μεταξὺ τῆς βουλγαρίας διὰ τῆς ὁποίας θὰ προμηθεύονται ἀπὸ τὴν Αἴγυπτον ἐντὸς τοῦ 1973 προϊόντα τυροκομεῖων ἀξίας 2 ἑκατομμυρίων λιρῶν.: [1144, 578, 1344, 655]
- calendar-day: 19: [159, 117, 199, 153]
- church-body: Φέρεται εἰς γνῶσιν τοῦ χριστεπωνύμου πληρώματος ὅτι ἑκάστην Τετάρτην καὶ ἀπὸ ὥρας 5ης μ.μ. εἰς τὸν Ἱερὸν Ναὸν τοῦ Εὐαγγελισμοῦ τῆς Θεοτόκου, τελεῖται Ἱερὰ Παράκλησις μετὰ Θείου Κηρύγματος.: [707, 1646, 885, 1725]
- santa-line: ΕΝΑΝΤΙ ΚΙΝΗΜΑΤΟΓΡΑΦΟΥ ΜΕΤΡΟ: [170, 1179, 374, 1192]
- calendar-line: ΙΟΣ: [62, 207, 81, 219]
- xronika-section: [1144, 536, 1344, 976]
- calendar-line: ΟΣ: [62, 185, 77, 197]
- xronika-title: ΧΡΟΝΙΚΑ: [1144, 536, 1344, 573]
- aeea-title: Α. Ε. Ε. Α.: [983, 1180, 1051, 1195]
- zodiac-sign: ΣΚΟΡΠΙΟΣ: [494, 1524, 559, 1537]
- aeea-section: [904, 1180, 1130, 1940]
- elite-title: Μόνον εἰς τὸ Ἑλληνικὸν ELITE: [135, 1872, 409, 1892]
- koinonika-col: Παρακαλεῖται ὁ κ. Γιωργάκης Λεχωνίτης νὰ διέθῃ ἐκ τῶν γραφείων μας διὰ νὰ παραλάβῃ ἐπιστολὴ ἐξ Ἀθηνῶν. *** ΓΑΜΟΙ Ὁ ΔΗΜΗΤΡΙΟΣ ΠΑΥΛΟΣ ΜΑΣΣΑΣ, γεννηθεὶς εἰς Ἀλεξάνδρειαν Αἰγύπτου καὶ κάτοικος τῆς Ἀθήνας, υἱὸς τοῦ Μιχαὴλ καὶ τῆς Εὐγενίας, τὸ γένος Σωτήρη καὶ ἡ ΣΤΑΜΑΤΙΝΑ ΧΡΥΣΗ, γεννηθεῖσα εἰς Ἑρμούπολιν καὶ κάτοικος τῆς Ἀθήνας, θὰ τελέσουν τὸν γάμον των. Ὁ ΚΩΝΣΤΑΝΤΙΝΟΣ ΧΑΤΣΟΣ γεννηθεὶς εἰς Ἀλεξάνδρειαν Αἰγύπτου καὶ κάτοικος τῆς Ἀθήνας, υἱὸς τοῦ Χρήστου καὶ τῆς Ἑλένης, καὶ ἡ ΜΑΡΙΑ ΦΙΛΑΝΔΡΑΝCY, γεννηθεῖσα εἰς Ἀθήνας, θὰ τελέσουν τοὺς γάμους των.: [1144, 106, 1344, 390]
- santa-line: ΤΗΛΕΦΩΝΟΝ 20332 — 24245: [190, 1237, 354, 1250]
- aischylou-body: Προσεχῶς πραγματοποιοῦνται εἰς τὴν Ἑταιρείαν Πνευματικῆς Κινήσεως τοῦ ΑΙΣΧΥΛΟΥ αἱ κάτωθι διαλέξεις: Τὴν Παρασκευὴν 2 Μαρτίου ὥραν 7.30 μ.μ. ἡ διαλέξις. Ἡ ΙΑΤΡΙΚΗ ΤΗΝ ΕΠΟΧΗ ΤΟΥ ΦΑΡΑΩ. Τὴν Παρασκευὴν 9 Μαρτίου ὥραν 7.30 μ.μ. ἡ διάλεξις ὑπὸ τοῦ Καθηγητοῦ κ. Ραβάνη μὲ θέμα «Η ΑΦΡΟΔΙΤΗ τοῦ Γρ. Ξενοπούλου».: [62, 298, 291, 414]
- eidiseis-item: Κατηρτίσθη σχέδιον ὅπως τὸ Κέντρον Πληροφοριῶν ἐκδόσῃ βιβλία διὰ τὰς πρώτας τάξεις τῶν σχολείων καὶ διὰ ἀσκήσεις τοῦ Ἰσλαμισμοῦ, τοῦ Πατριωτισμοῦ καὶ τοῦ Σοσιαλισμοῦ.: [716, 367, 887, 457]
